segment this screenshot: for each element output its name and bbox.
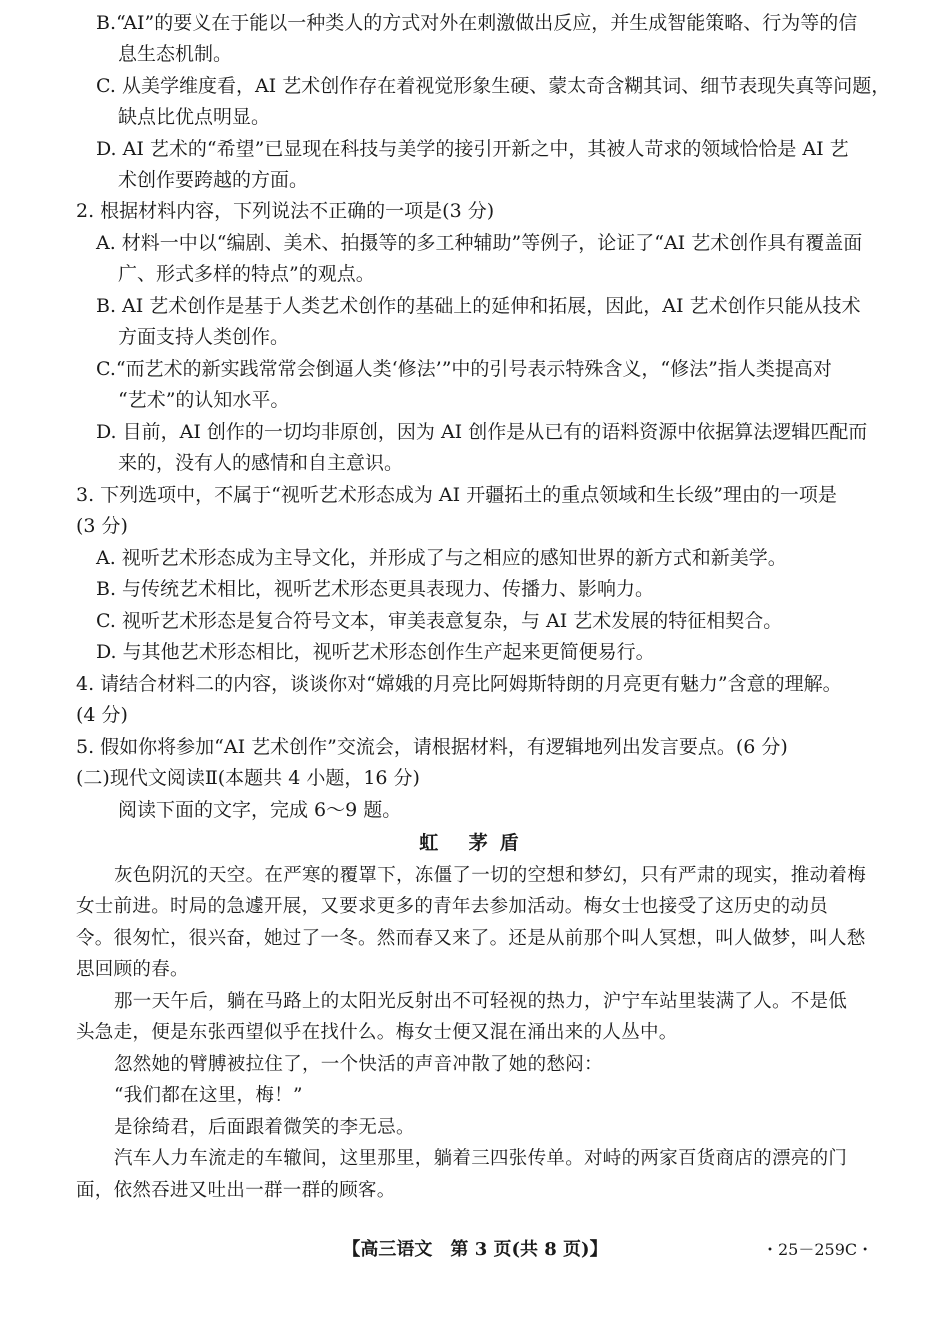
exam-code: ・25－259C・ — [762, 1240, 874, 1259]
question-3-stem-line-1: 3. 下列选项中，不属于“视听艺术形态成为 AI 开疆拓土的重点领域和生长级”理由的一项是 — [76, 484, 837, 506]
option-2c-line-2: “艺术”的认知水平。 — [118, 389, 290, 411]
question-3-stem-line-2: (3 分) — [76, 515, 128, 537]
passage-line: 女士前进。时局的急遽开展，又要求更多的青年去参加活动。梅女士也接受了这历史的动员 — [76, 896, 829, 917]
option-2d-line-1: D. 目前，AI 创作的一切均非原创，因为 AI 创作是从已有的语料资源中依据算法逻辑匹配而 — [96, 421, 868, 443]
option-3d: D. 与其他艺术形态相比，视听艺术形态创作生产起来更简便易行。 — [96, 641, 655, 663]
option-1d-line-2: 术创作要跨越的方面。 — [118, 169, 309, 191]
passage-line: 灰色阴沉的天空。在严寒的覆罩下，冻僵了一切的空想和梦幻，只有严肃的现实，推动着梅 — [114, 865, 867, 886]
option-2a-line-2: 广、形式多样的特点”的观点。 — [118, 263, 375, 285]
section-heading: (二)现代文阅读Ⅱ(本题共 4 小题，16 分) — [76, 767, 420, 789]
option-3b: B. 与传统艺术相比，视听艺术形态更具表现力、传播力、影响力。 — [96, 578, 655, 600]
question-4-line-1: 4. 请结合材料二的内容，谈谈你对“嫦娥的月亮比阿姆斯特朗的月亮更有魅力”含意的理解。 — [76, 673, 842, 695]
passage-line: 是徐绮君，后面跟着微笑的李无忌。 — [114, 1117, 415, 1138]
option-2b-line-2: 方面支持人类创作。 — [118, 326, 290, 348]
passage-line: 令。很匆忙，很兴奋，她过了一冬。然而春又来了。还是从前那个叫人冥想，叫人做梦，叫人愁 — [76, 928, 866, 949]
passage-line: 头急走，便是东张西望似乎在找什么。梅女士便又混在涌出来的人丛中。 — [76, 1022, 678, 1043]
option-2a-line-1: A. 材料一中以“编剧、美术、拍摄等的多工种辅助”等例子，论证了“AI 艺术创作具有覆盖面 — [96, 232, 863, 254]
passage-title: 虹 茅盾 — [419, 832, 531, 854]
passage-line: 忽然她的臂膊被拉住了，一个快活的声音冲散了她的愁闷： — [114, 1054, 603, 1075]
page-footer: 【高三语文 第 3 页(共 8 页)】 — [342, 1239, 608, 1260]
reading-instruction: 阅读下面的文字，完成 6～9 题。 — [118, 799, 402, 821]
option-3c: C. 视听艺术形态是复合符号文本，审美表意复杂，与 AI 艺术发展的特征相契合。 — [96, 610, 783, 632]
option-3a: A. 视听艺术形态成为主导文化，并形成了与之相应的感知世界的新方式和新美学。 — [96, 547, 787, 569]
passage-line: “我们都在这里，梅！” — [114, 1085, 303, 1106]
option-1c-line-2: 缺点比优点明显。 — [118, 106, 271, 128]
passage-line: 那一天午后，躺在马路上的太阳光反射出不可轻视的热力，沪宁车站里装满了人。不是低 — [114, 991, 848, 1012]
option-1d-line-1: D. AI 艺术的“希望”已显现在科技与美学的接引开新之中，其被人苛求的领域恰恰是 AI 艺 — [96, 138, 849, 160]
option-2c-line-1: C.“而艺术的新实践常常会倒逼人类‘修法’”中的引号表示特殊含义，“修法”指人类提高对 — [96, 358, 832, 380]
passage-line: 思回顾的春。 — [76, 959, 189, 980]
option-2b-line-1: B. AI 艺术创作是基于人类艺术创作的基础上的延伸和拓展，因此，AI 艺术创作只能从技术 — [96, 295, 861, 317]
passage-line: 面，依然吞进又吐出一群一群的顾客。 — [76, 1180, 396, 1201]
option-1b-line-2: 息生态机制。 — [118, 43, 233, 65]
option-1b-line-1: B.“AI”的要义在于能以一种类人的方式对外在刺激做出反应，并生成智能策略、行为等的信 — [96, 12, 858, 34]
option-1c-line-1: C. 从美学维度看，AI 艺术创作存在着视觉形象生硬、蒙太奇含糊其词、细节表现失真等问题， — [96, 75, 891, 97]
question-5: 5. 假如你将参加“AI 艺术创作”交流会，请根据材料，有逻辑地列出发言要点。(6 分) — [76, 736, 788, 758]
question-2-stem: 2. 根据材料内容，下列说法不正确的一项是(3 分) — [76, 200, 495, 222]
question-4-line-2: (4 分) — [76, 704, 128, 726]
option-2d-line-2: 来的，没有人的感情和自主意识。 — [118, 452, 404, 474]
passage-line: 汽车人力车流走的车辙间，这里那里，躺着三四张传单。对峙的两家百货商店的漂亮的门 — [114, 1148, 848, 1169]
